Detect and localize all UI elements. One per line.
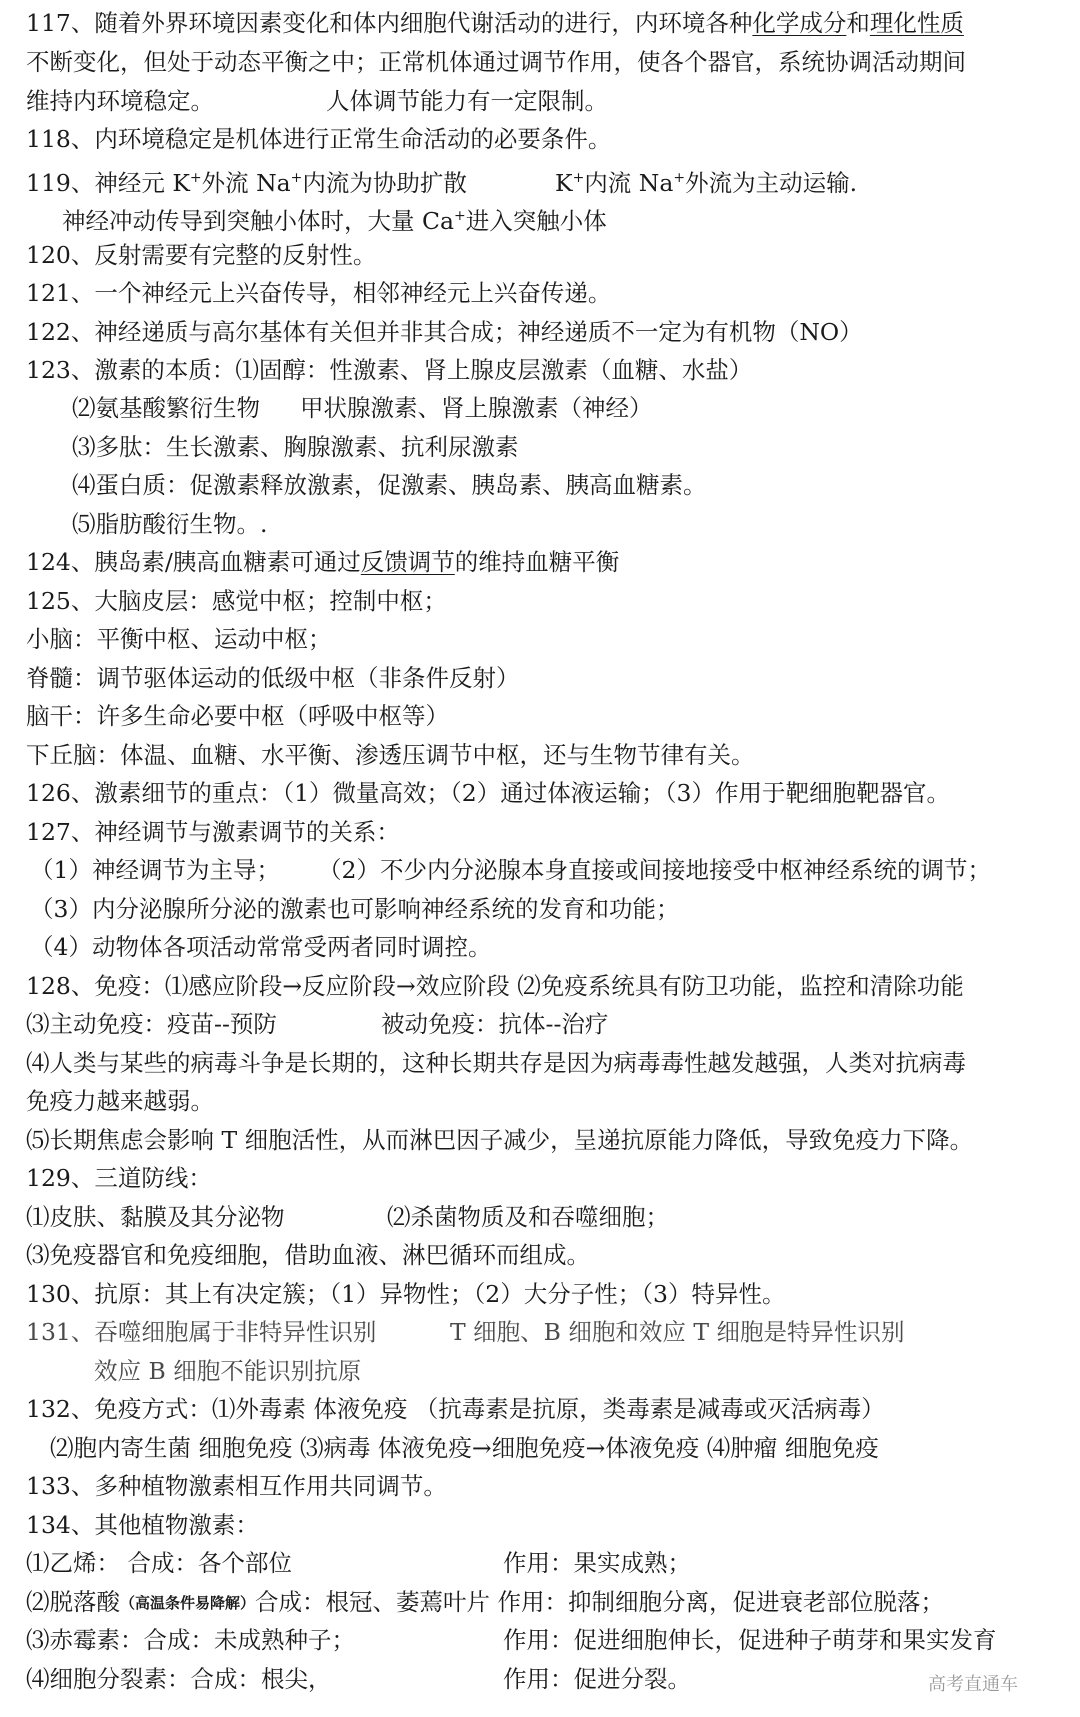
text-segment — [26, 1086, 214, 1116]
text-run: 维持内环境稳定。 — [26, 87, 214, 115]
text-run: ⑷人类与某些的病毒斗争是长期的，这种长期共存是因为病毒毒性越发越强，人类对抗病毒 — [26, 1049, 966, 1077]
text-segment — [26, 1317, 376, 1347]
text-segment — [62, 201, 607, 236]
text-segment — [50, 1433, 879, 1463]
text-run: 123、激素的本质：⑴固醇：性激素、肾上腺皮层激素（血糖、水盐） — [26, 356, 753, 384]
text-segment — [26, 778, 950, 808]
text-segment — [318, 855, 991, 885]
text-run: 119、神经元 K — [26, 168, 190, 197]
text-segment — [26, 547, 619, 577]
text-segment — [503, 1548, 691, 1578]
text-run: 作用：促进分裂。 — [503, 1665, 691, 1693]
text-segment — [555, 163, 857, 198]
text-run: 和 — [846, 9, 870, 37]
text-run: 脑干：许多生命必要中枢（呼吸中枢等） — [26, 702, 449, 730]
text-run: ⑶赤霉素：合成：未成熟种子； — [26, 1626, 355, 1654]
underlined-term: 化学成分 — [752, 9, 847, 37]
text-run: ⑵脱落酸 — [26, 1588, 120, 1616]
text-run: K — [555, 168, 573, 197]
text-segment — [72, 393, 260, 423]
text-run: ⑸长期焦虑会影响 T 细胞活性，从而淋巴因子减少，呈递抗原能力降低，导致免疫力下降。 — [26, 1126, 974, 1154]
text-run: 作用：果实成熟； — [503, 1549, 691, 1577]
text-segment — [26, 663, 520, 693]
text-segment — [26, 1664, 332, 1694]
text-run: 122、神经递质与高尔基体有关但并非其合成；神经递质不一定为有机物（NO） — [26, 318, 863, 346]
text-segment — [387, 1202, 669, 1232]
text-run: 132、免疫方式：⑴外毒素 体液免疫 （抗毒素是抗原，类毒素是减毒或灭活病毒） — [26, 1395, 885, 1423]
text-run: ⑴皮肤、黏膜及其分泌物 — [26, 1203, 285, 1231]
text-run: 120、反射需要有完整的反射性。 — [26, 241, 377, 269]
text-run: 127、神经调节与激素调节的关系： — [26, 818, 400, 846]
text-run: 进入突触小体 — [465, 206, 607, 235]
text-segment — [26, 355, 752, 385]
text-run: 129、三道防线： — [26, 1164, 212, 1192]
text-run: ⑷细胞分裂素：合成：根尖， — [26, 1665, 332, 1693]
text-run: 121、一个神经元上兴奋传导，相邻神经元上兴奋传递。 — [26, 279, 612, 307]
text-segment — [26, 701, 449, 731]
text-run: 甲状腺激素、肾上腺激素（神经） — [300, 394, 653, 422]
text-segment — [26, 1587, 944, 1618]
text-run: ⑶多肽：生长激素、胸腺激素、抗利尿激素 — [72, 433, 519, 461]
superscript: + — [453, 208, 466, 224]
text-run: 被动免疫：抗体--治疗 — [381, 1010, 609, 1038]
text-run: ⑷蛋白质：促激素释放激素，促激素、胰岛素、胰高血糖素。 — [72, 471, 707, 499]
text-run: 内流为协助扩散 — [302, 168, 467, 197]
text-run: 不断变化，但处于动态平衡之中；正常机体通过调节作用，使各个器官，系统协调活动期间 — [26, 48, 966, 76]
text-segment — [26, 8, 964, 38]
text-segment — [26, 163, 467, 198]
text-segment — [26, 1279, 785, 1309]
text-run: 作用：促进细胞伸长，促进种子萌芽和果实发育 — [503, 1626, 997, 1654]
text-segment — [26, 1125, 973, 1155]
text-run: ⑸脂肪酸衍生物。. — [72, 510, 268, 538]
text-run: 外流为主动运输. — [685, 168, 858, 197]
text-run: （3）内分泌腺所分泌的激素也可影响神经系统的发育和功能； — [30, 895, 680, 923]
text-segment — [94, 1356, 361, 1386]
text-segment — [26, 1009, 277, 1039]
text-run: 125、大脑皮层：感觉中枢；控制中枢； — [26, 587, 447, 615]
text-run: （1）神经调节为主导； — [30, 856, 280, 884]
text-run: 的维持血糖平衡 — [454, 548, 620, 576]
text-run: 130、抗原：其上有决定簇；（1）异物性；（2）大分子性；（3）特异性。 — [26, 1280, 786, 1308]
text-run: 128、免疫：⑴感应阶段→反应阶段→效应阶段 ⑵免疫系统具有防卫功能，监控和清除功能 — [26, 972, 964, 1000]
text-segment — [300, 393, 653, 423]
text-segment — [26, 624, 332, 654]
text-run: ⑵胞内寄生菌 细胞免疫 ⑶病毒 体液免疫→细胞免疫→体液免疫 ⑷肿瘤 细胞免疫 — [50, 1434, 879, 1462]
text-segment — [26, 1548, 292, 1578]
text-segment — [450, 1317, 905, 1347]
text-run: （2）不少内分泌腺本身直接或间接地接受中枢神经系统的调节； — [318, 856, 991, 884]
text-run: ⑵氨基酸繁衍生物 — [72, 394, 260, 422]
text-segment — [26, 586, 447, 616]
text-segment — [26, 1163, 212, 1193]
text-segment — [30, 855, 280, 885]
text-segment — [26, 317, 863, 347]
text-segment — [72, 470, 707, 500]
text-run: 131、吞噬细胞属于非特异性识别 — [26, 1318, 377, 1346]
text-run: ⑴乙烯： 合成：各个部位 — [26, 1549, 292, 1577]
text-run: ⑶主动免疫：疫苗--预防 — [26, 1010, 277, 1038]
text-run: （4）动物体各项活动常常受两者同时调控。 — [30, 933, 492, 961]
text-segment — [26, 740, 755, 770]
text-run: 126、激素细节的重点：（1）微量高效；（2）通过体液运输；（3）作用于靶细胞靶器官。 — [26, 779, 950, 807]
text-segment — [30, 894, 679, 924]
text-segment — [326, 86, 608, 116]
text-run: 脊髓：调节驱体运动的低级中枢（非条件反射） — [26, 664, 520, 692]
superscript: + — [673, 170, 686, 186]
text-segment — [30, 932, 491, 962]
text-segment — [26, 1240, 590, 1270]
text-segment — [26, 1471, 447, 1501]
small-note: （高温条件易降解） — [120, 1594, 256, 1612]
text-segment — [381, 1009, 608, 1039]
text-segment — [26, 278, 611, 308]
text-run: 124、胰岛素/胰高血糖素可通过 — [26, 548, 361, 576]
superscript: + — [572, 170, 585, 186]
text-run: 133、多种植物激素相互作用共同调节。 — [26, 1472, 447, 1500]
text-run: ⑵杀菌物质及和吞噬细胞； — [387, 1203, 669, 1231]
text-run: 外流 Na — [201, 168, 291, 197]
watermark-text: 高考直通车 — [928, 1674, 1018, 1695]
text-segment — [72, 509, 267, 539]
text-segment — [26, 124, 611, 154]
text-run: 134、其他植物激素： — [26, 1511, 259, 1539]
text-segment — [26, 1394, 885, 1424]
text-run: 效应 B 细胞不能识别抗原 — [94, 1357, 362, 1385]
underlined-term: 反馈调节 — [360, 548, 455, 576]
text-segment — [72, 432, 519, 462]
text-run: 小脑：平衡中枢、运动中枢； — [26, 625, 332, 653]
text-run: 合成：根冠、萎蔫叶片 作用：抑制细胞分离，促进衰老部位脱落； — [255, 1588, 944, 1616]
text-run: 118、内环境稳定是机体进行正常生命活动的必要条件。 — [26, 125, 612, 153]
text-segment — [503, 1625, 997, 1655]
text-segment — [503, 1664, 691, 1694]
text-segment — [26, 817, 400, 847]
underlined-term: 理化性质 — [869, 9, 964, 37]
text-run: ⑶免疫器官和免疫细胞，借助血液、淋巴循环而组成。 — [26, 1241, 590, 1269]
text-segment — [26, 1625, 355, 1655]
text-segment — [26, 47, 966, 77]
text-run: 人体调节能力有一定限制。 — [326, 87, 608, 115]
text-segment — [26, 1510, 259, 1540]
superscript: + — [290, 170, 303, 186]
text-run: 免疫力越来越弱。 — [26, 1087, 214, 1115]
text-run: T 细胞、B 细胞和效应 T 细胞是特异性识别 — [450, 1318, 905, 1346]
text-run: 内流 Na — [584, 168, 674, 197]
superscript: + — [189, 170, 202, 186]
text-run: 下丘脑：体温、血糖、水平衡、渗透压调节中枢，还与生物节律有关。 — [26, 741, 755, 769]
text-run: 神经冲动传导到突触小体时，大量 Ca — [62, 206, 454, 235]
text-segment — [26, 86, 214, 116]
text-segment — [26, 240, 376, 270]
text-run: 117、随着外界环境因素变化和体内细胞代谢活动的进行，内环境各种 — [26, 9, 753, 37]
text-segment — [26, 1048, 966, 1078]
text-segment — [26, 971, 964, 1001]
text-segment — [26, 1202, 285, 1232]
